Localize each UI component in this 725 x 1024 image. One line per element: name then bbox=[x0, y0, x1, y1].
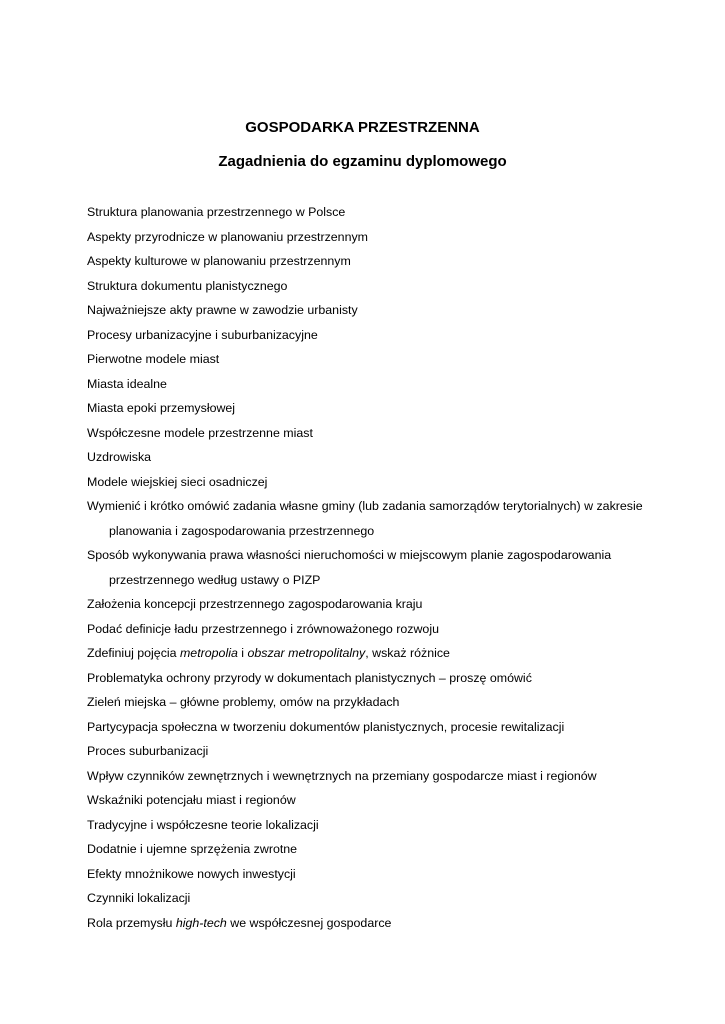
topic-item: Miasta idealne bbox=[87, 376, 167, 391]
topic-item: Problematyka ochrony przyrody w dokumentach planistycznych – proszę omówić bbox=[87, 670, 532, 685]
topic-term: high-tech bbox=[175, 915, 227, 930]
topic-item bbox=[87, 911, 667, 936]
topic-text: Rola przemysłu bbox=[87, 915, 176, 930]
topic-item: Struktura dokumentu planistycznego bbox=[87, 278, 288, 293]
topic-item: Modele wiejskiej sieci osadniczej bbox=[87, 474, 268, 489]
topic-item: Najważniejsze akty prawne w zawodzie urbanisty bbox=[87, 303, 358, 317]
topic-item: Współczesne modele przestrzenne miast bbox=[87, 425, 313, 440]
topic-item: Sposób wykonywania prawa własności nieruchomości w miejscowym planie zagospodarowania przestrzennego według ustawy o PIZP bbox=[87, 548, 612, 587]
topic-text: Zdefiniuj pojęcia bbox=[87, 646, 180, 660]
topic-list bbox=[87, 200, 667, 935]
topic-text: i bbox=[237, 646, 248, 660]
topic-item: Pierwotne modele miast bbox=[87, 352, 220, 366]
topic-item: Wymienić i krótko omówić zadania własne gminy (lub zadania samorządów terytorialnych) w zakresie planowania i zagospodarowania przestrzennego bbox=[87, 499, 643, 538]
topic-item: Zieleń miejska – główne problemy, omów na przykładach bbox=[87, 695, 400, 709]
document-subtitle: Zagadnienia do egzaminu dyplomowego bbox=[218, 153, 507, 170]
document-title: GOSPODARKA PRZESTRZENNA bbox=[245, 119, 480, 136]
topic-item: Struktura planowania przestrzennego w Polsce bbox=[87, 205, 346, 219]
topic-item: Miasta epoki przemysłowej bbox=[87, 401, 236, 415]
topic-item: Czynniki lokalizacji bbox=[87, 891, 191, 905]
topic-term: obszar metropolitalny bbox=[247, 646, 366, 660]
topic-text: , wskaż różnice bbox=[365, 646, 450, 660]
topic-text: we współczesnej gospodarce bbox=[226, 915, 392, 930]
topic-item bbox=[87, 641, 667, 666]
topic-item: Aspekty przyrodnicze w planowaniu przestrzennym bbox=[87, 229, 368, 244]
topic-item: Efekty mnożnikowe nowych inwestycji bbox=[87, 866, 296, 881]
topic-item: Podać definicje ładu przestrzennego i zrównoważonego rozwoju bbox=[87, 621, 439, 636]
topic-item: Założenia koncepcji przestrzennego zagospodarowania kraju bbox=[87, 597, 423, 611]
topic-item: Wskaźniki potencjału miast i regionów bbox=[87, 793, 296, 807]
topic-item: Uzdrowiska bbox=[87, 450, 152, 464]
topic-item: Dodatnie i ujemne sprzężenia zwrotne bbox=[87, 842, 298, 856]
topic-item: Tradycyjne i współczesne teorie lokalizacji bbox=[87, 817, 319, 832]
topic-item: Partycypacja społeczna w tworzeniu dokumentów planistycznych, procesie rewitalizacji bbox=[87, 719, 565, 734]
topic-item: Aspekty kulturowe w planowaniu przestrzennym bbox=[87, 254, 351, 268]
topic-item: Wpływ czynników zewnętrznych i wewnętrznych na przemiany gospodarcze miast i regionów bbox=[87, 768, 597, 783]
topic-term: metropolia bbox=[179, 646, 238, 660]
topic-item: Proces suburbanizacji bbox=[87, 744, 209, 758]
topic-item: Procesy urbanizacyjne i suburbanizacyjne bbox=[87, 327, 318, 342]
